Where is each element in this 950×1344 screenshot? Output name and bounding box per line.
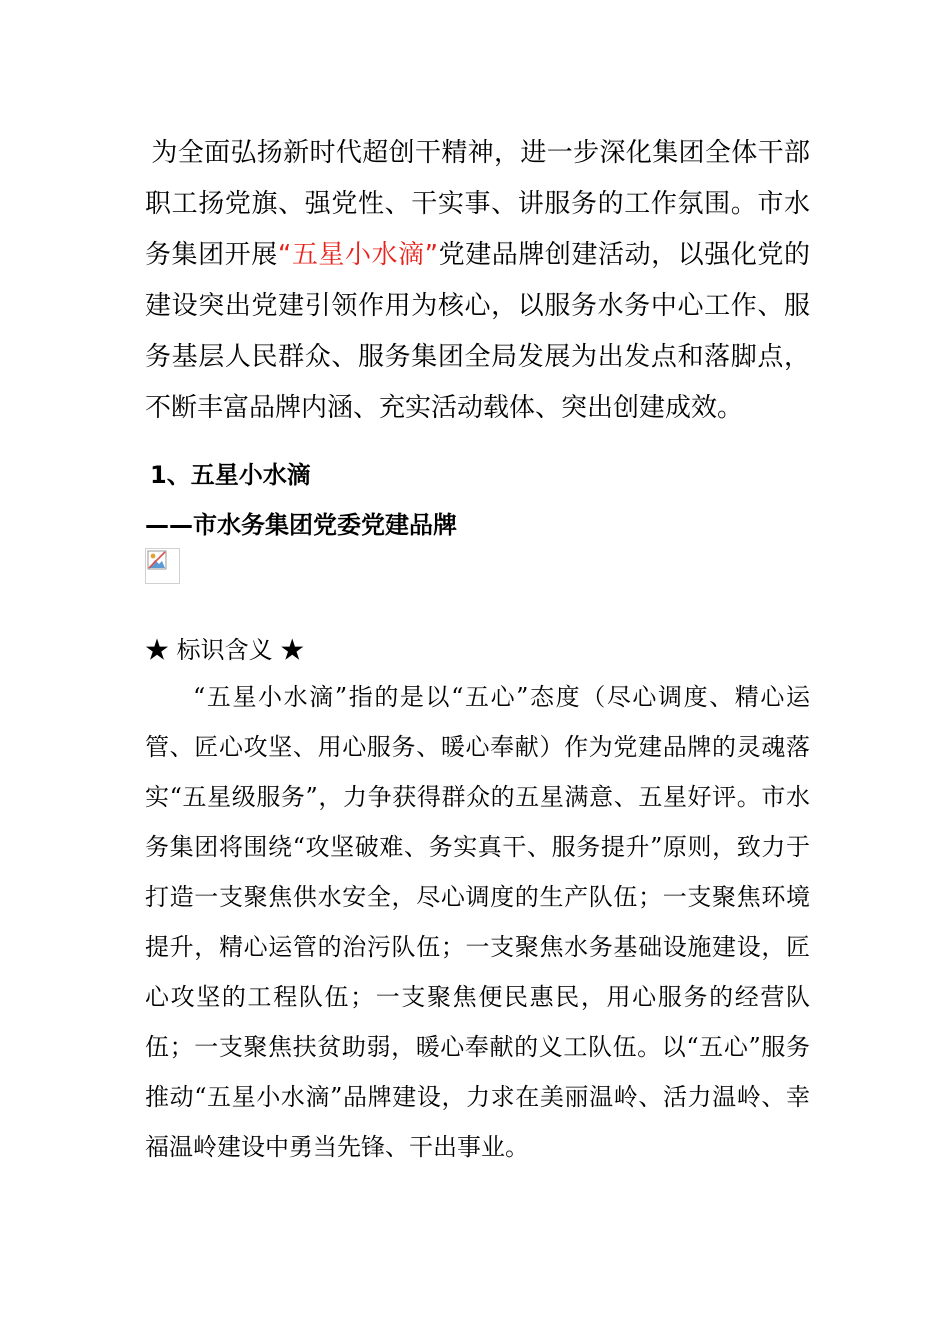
intro-paragraph	[145, 128, 810, 434]
intro-text-after: 党建品牌创建活动，以强化党的建设突出党建引领作用为核心，以服务水务中心工作、服务基层人民群众、服务集团全局发展为出发点和落脚点，不断丰富品牌内涵、充实活动载体、突出创建成效。	[145, 240, 810, 423]
item-subtitle: ——市水务集团党委党建品牌	[145, 511, 457, 539]
section-body: “五星小水滴”指的是以“五心”态度（尽心调度、精心运管、匠心攻坚、用心服务、暖心奉献）作为党建品牌的灵魂落实“五星级服务”，力争获得群众的五星满意、五星好评。市水务集团将围绕“攻坚破难、务实真干、服务提升”原则，致力于打造一支聚焦供水安全，尽心调度的生产队伍；一支聚焦环境提升，精心运管的治污队伍；一支聚焦水务基础设施建设，匠心攻坚的工程队伍；一支聚焦便民惠民，用心服务的经营队伍；一支聚焦扶贫助弱，暖心奉献的义工队伍。以“五心”服务推动“五星小水滴”品牌建设，力求在美丽温岭、活力温岭、幸福温岭建设中勇当先锋、干出事业。	[145, 683, 810, 1161]
section-title: ★ 标识含义 ★	[145, 636, 305, 664]
brand-highlight: “五星小水滴”	[277, 240, 439, 270]
item-title: 1、五星小水滴	[150, 461, 311, 489]
intro-text-before: 为全面弘扬新时代超创干精神，进一步深化集团全体干部职工扬党旗、强党性、干实事、讲服务的工作氛围。市水务集团开展	[145, 138, 810, 270]
broken-image-icon	[147, 550, 167, 570]
logo-image-placeholder	[145, 548, 180, 584]
